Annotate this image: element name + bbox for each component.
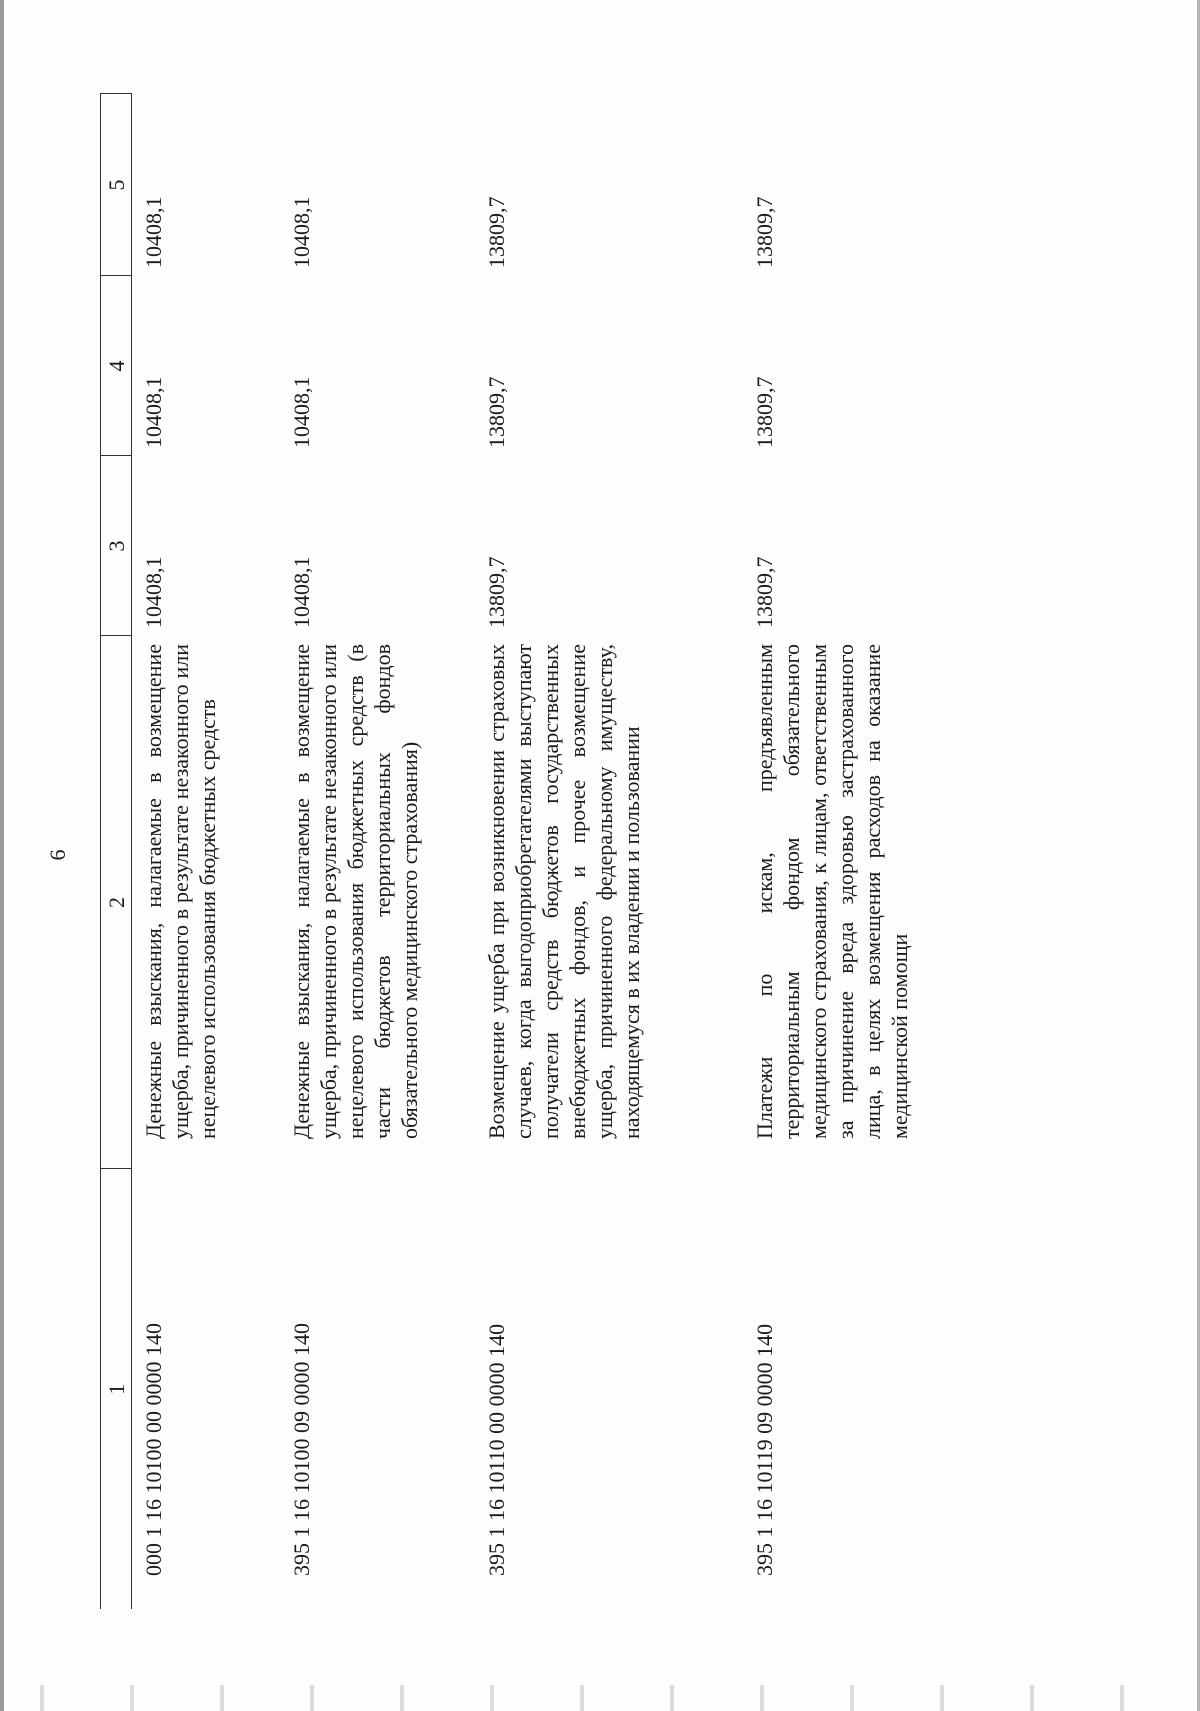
amount-col4: 13809,7 bbox=[752, 376, 777, 448]
amount-col4: 13809,7 bbox=[484, 376, 509, 448]
page-number: 6 bbox=[45, 849, 70, 861]
amount-col5: 13809,7 bbox=[484, 196, 509, 268]
budget-code: 395 1 16 10100 09 0000 140 bbox=[289, 1323, 314, 1576]
description: Возмещение ущерба при возникновении страховых случаев, когда выгодоприобретателями выступают получатели средств бюджетов государственных внебюджетных фондов, и прочее возмещение ущерба, причиненного федеральному имуществу, находящемуся в их владении и пользовании bbox=[484, 644, 644, 1139]
amount-col5: 10408,1 bbox=[141, 196, 166, 268]
amount-col4: 10408,1 bbox=[289, 376, 314, 448]
column-header: 3 bbox=[101, 456, 132, 636]
amount-col3: 10408,1 bbox=[141, 556, 166, 628]
table-row bbox=[132, 94, 281, 1609]
table-row bbox=[280, 94, 475, 1609]
rotated-sheet bbox=[100, 94, 1100, 1609]
amount-col3: 13809,7 bbox=[484, 556, 509, 628]
amount-col5: 10408,1 bbox=[289, 196, 314, 268]
table-row bbox=[475, 94, 743, 1609]
scan-edge-bottom bbox=[0, 1685, 1200, 1711]
description: Денежные взыскания, налагаемые в возмещение ущерба, причиненного в результате незаконного или нецелевого использования бюджетных средств bbox=[141, 644, 220, 1139]
description: Денежные взыскания, налагаемые в возмещение ущерба, причиненного в результате незаконного или нецелевого использования бюджетных средств (в части бюджетов территориальных фондов обязательного медицинского страхования) bbox=[289, 644, 422, 1139]
budget-code: 395 1 16 10110 00 0000 140 bbox=[484, 1323, 509, 1576]
column-header: 5 bbox=[101, 94, 132, 276]
amount-col3: 10408,1 bbox=[289, 556, 314, 628]
description: Платежи по искам, предъявленным территориальным фондом обязательного медицинского страхования, к лицам, ответственным за причинение вреда здоровью застрахованного лица, в целях возмещения расходов на оказание медицинской помощи bbox=[752, 644, 912, 1139]
amount-col3: 13809,7 bbox=[752, 556, 777, 628]
column-header: 1 bbox=[101, 1169, 132, 1609]
column-header: 4 bbox=[101, 276, 132, 456]
scan-edge-left bbox=[0, 0, 4, 1711]
amount-col4: 10408,1 bbox=[141, 376, 166, 448]
table-header-row bbox=[101, 94, 132, 1609]
revenue-table bbox=[100, 94, 981, 1610]
budget-code: 000 1 16 10100 00 0000 140 bbox=[141, 1323, 166, 1576]
budget-code: 395 1 16 10119 09 0000 140 bbox=[752, 1323, 777, 1576]
amount-col5: 13809,7 bbox=[752, 196, 777, 268]
table-row bbox=[743, 94, 981, 1609]
column-header: 2 bbox=[101, 636, 132, 1169]
